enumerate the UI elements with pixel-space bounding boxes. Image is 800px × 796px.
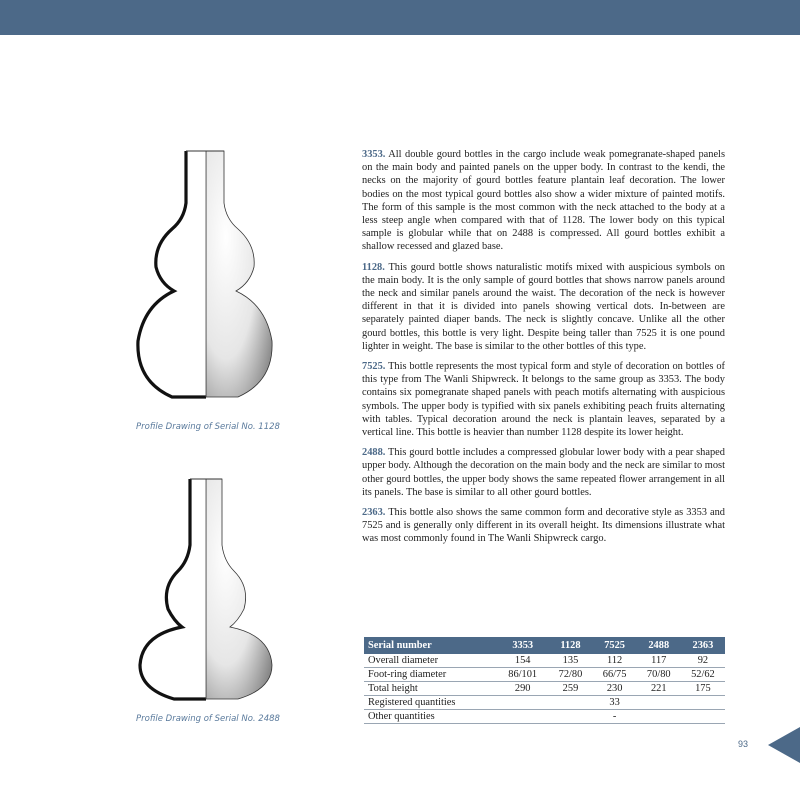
table-cell: Overall diameter xyxy=(364,654,497,668)
serial-label: 7525. xyxy=(362,361,386,373)
paragraph-text: All double gourd bottles in the cargo include weak pomegranate-shaped panels on the main body and painted panels on the upper body. In contrast to the kendi, the necks on the majority of gourd bottles feature plantain leaf decoration. The lower bodies on the most typical gourd bottles also show a wider mixture of painted motifs. The form of this sample is the most common with the neck attached to the body at a less steep angle when compared with that of 1128. The lower body on this typical sample is globular while that on 2488 is compressed. All gourd bottles exhibit a shallow recessed and glazed base. xyxy=(362,149,725,253)
paragraph-text: This bottle also shows the same common form and decorative style as 3353 and 7525 and is generally only different in its overall height. Its dimensions illustrate what was most commonly found in The Wanli Shipwreck cargo. xyxy=(362,507,725,545)
page-tab-arrow-icon xyxy=(768,727,800,763)
table-header: 2488 xyxy=(637,637,681,654)
table-cell: 66/75 xyxy=(593,668,637,682)
serial-label: 1128. xyxy=(362,261,385,273)
table-cell: 175 xyxy=(681,682,725,696)
serial-label: 3353. xyxy=(362,149,386,160)
table-cell: 92 xyxy=(681,654,725,668)
table-cell: 52/62 xyxy=(681,668,725,682)
table-cell: 221 xyxy=(637,682,681,696)
description-text xyxy=(362,148,725,553)
profile-drawing-2488 xyxy=(110,475,310,707)
table-row xyxy=(364,710,725,724)
table-cell: Total height xyxy=(364,682,497,696)
table-cell: - xyxy=(593,710,637,724)
table-cell: Registered quantities xyxy=(364,696,497,710)
paragraph-3353 xyxy=(362,148,725,254)
page-number: 93 xyxy=(738,739,749,749)
paragraph-text: This gourd bottle includes a compressed globular lower body with a pear shaped upper body. Although the decoration on the main body and the neck are similar to most other gourd bottles, the upper body shows the same repeated flower arrangement in all its panels. The base is similar to all other gourd bottles. xyxy=(362,447,725,498)
table-cell: Foot-ring diameter xyxy=(364,668,497,682)
table-header: 1128 xyxy=(548,637,592,654)
table-header: 2363 xyxy=(681,637,725,654)
table-cell: 154 xyxy=(497,654,548,668)
table-cell: 33 xyxy=(593,696,637,710)
table-header: 3353 xyxy=(497,637,548,654)
profile-drawing-1128 xyxy=(110,145,310,400)
table-cell xyxy=(548,696,592,710)
table-header: Serial number xyxy=(364,637,497,654)
serial-label: 2363. xyxy=(362,507,386,519)
table-cell: 117 xyxy=(637,654,681,668)
table-cell xyxy=(637,710,681,724)
paragraph-1128 xyxy=(362,261,725,353)
table-cell: 72/80 xyxy=(548,668,592,682)
figure-caption-2488: Profile Drawing of Serial No. 2488 xyxy=(136,714,280,724)
table-cell: 70/80 xyxy=(637,668,681,682)
table-cell xyxy=(497,696,548,710)
table-cell: 230 xyxy=(593,682,637,696)
paragraph-2363 xyxy=(362,506,725,546)
table-row xyxy=(364,696,725,710)
table-cell xyxy=(681,710,725,724)
table-row xyxy=(364,654,725,668)
dimensions-table xyxy=(364,637,725,724)
table-cell xyxy=(637,696,681,710)
table-header-row xyxy=(364,637,725,654)
paragraph-7525 xyxy=(362,360,725,439)
table-cell: 86/101 xyxy=(497,668,548,682)
table-cell: 259 xyxy=(548,682,592,696)
table-row xyxy=(364,682,725,696)
table-cell: 112 xyxy=(593,654,637,668)
paragraph-text: This gourd bottle shows naturalistic motifs mixed with auspicious symbols on the main body. It is the only sample of gourd bottles that shows narrow panels around the neck and similar panels around the waist. The decoration of the neck is however different in that it is divided into panels showing vertical dots. In-between are separately painted diaper bands. The neck is slightly concave. Unlike all the other gourd bottles, this bottle is very light. Despite being taller than 7525 it is one pound lighter in weight. The base is similar to the other bottles of this type. xyxy=(362,261,725,352)
table-row xyxy=(364,668,725,682)
header-bar xyxy=(0,0,800,35)
table-cell xyxy=(497,710,548,724)
table-cell xyxy=(681,696,725,710)
table-cell: Other quantities xyxy=(364,710,497,724)
paragraph-text: This bottle represents the most typical form and style of decoration on bottles of this type from The Wanli Shipwreck. It belongs to the same group as 3353. The body contains six pomegranate shaped panels with peach motifs alternating with auspicious symbols. The upper body is typified with six panels exhibiting peach fruits alternating with tables. Typical decoration around the neck is plantain leaves, separated by a vertical line. This bottle is heavier than number 1128 despite its lower height. xyxy=(362,361,725,439)
table-header: 7525 xyxy=(593,637,637,654)
table-cell: 135 xyxy=(548,654,592,668)
table-cell xyxy=(548,710,592,724)
figure-caption-1128: Profile Drawing of Serial No. 1128 xyxy=(136,422,280,432)
table-cell: 290 xyxy=(497,682,548,696)
serial-label: 2488. xyxy=(362,447,386,459)
paragraph-2488 xyxy=(362,446,725,499)
